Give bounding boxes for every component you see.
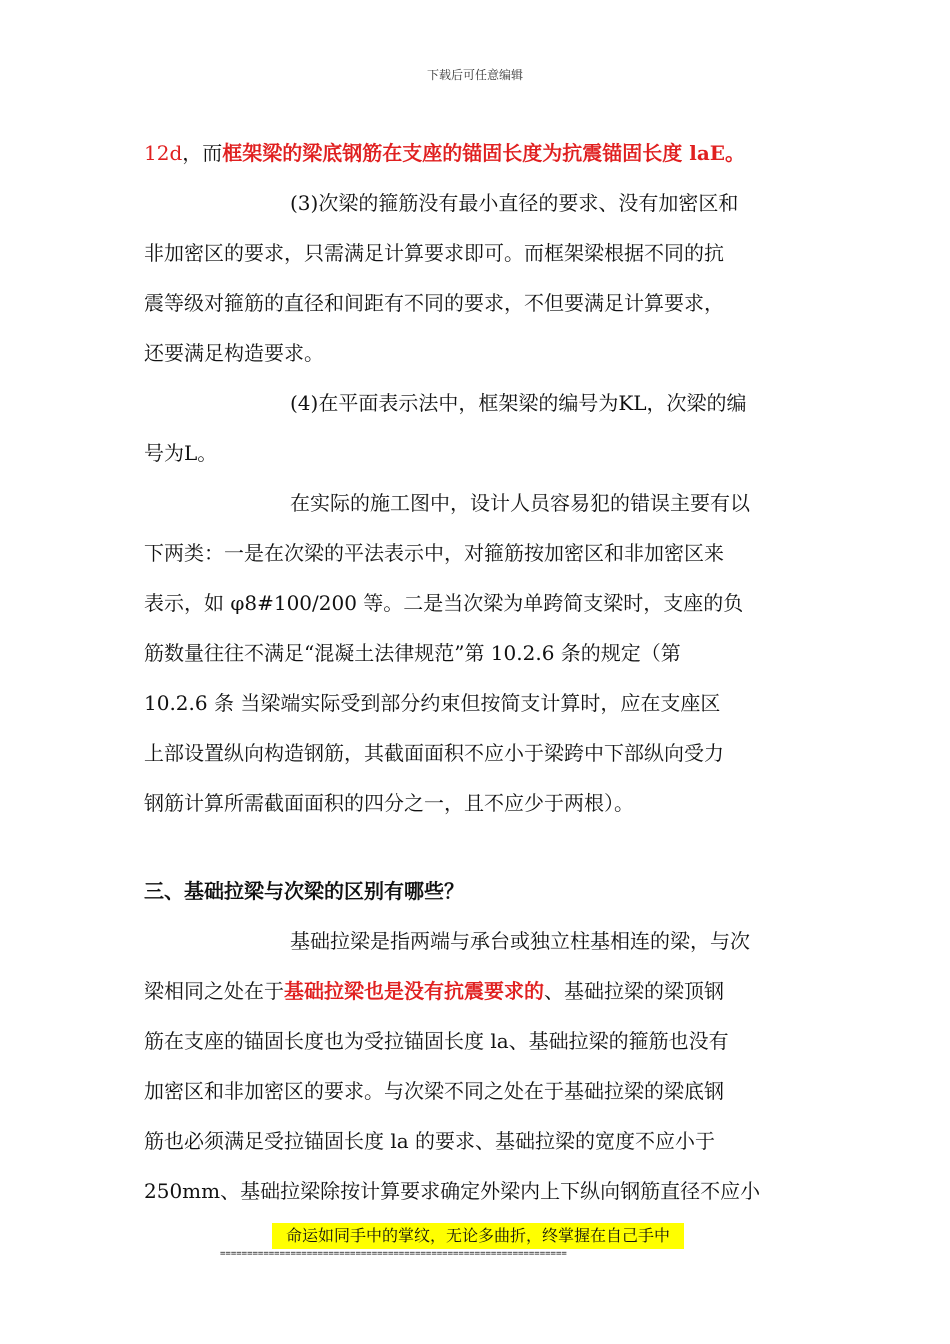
paragraph-line: 钢筋计算所需截面面积的四分之一，且不应少于两根）。 <box>144 791 634 815</box>
paragraph-line: 表示，如 φ8#100/200 等。二是当次梁为单跨简支梁时，支座的负 <box>144 591 744 615</box>
paragraph-line: 下两类：一是在次梁的平法表示中，对箍筋按加密区和非加密区来 <box>144 541 724 565</box>
highlighted-statement: 基础拉梁也是没有抗震要求的 <box>284 979 544 1003</box>
paragraph-line: 筋也必须满足受拉锚固长度 la 的要求、基础拉梁的宽度不应小于 <box>144 1129 716 1153</box>
paragraph-line <box>144 966 810 1016</box>
paragraph-line: 10.2.6 条 当梁端实际受到部分约束但按简支计算时，应在支座区 <box>144 691 721 715</box>
paragraph-line: 在实际的施工图中，设计人员容易犯的错误主要有以 <box>290 491 750 515</box>
document-body <box>144 128 810 1216</box>
connector-text: ，而 <box>182 141 223 165</box>
highlighted-statement: 框架梁的梁底钢筋在支座的锚固长度为抗震锚固长度 laE。 <box>222 141 746 165</box>
paragraph-line: (4)在平面表示法中，框架梁的编号为KL，次梁的编 <box>290 391 747 415</box>
anchor-length-value: 12d <box>144 141 183 165</box>
paragraph-line: 250mm、基础拉梁除按计算要求确定外梁内上下纵向钢筋直径不应小 <box>144 1179 761 1203</box>
footer-divider: ================================================================ <box>220 1249 567 1259</box>
paragraph-line: (3)次梁的箍筋没有最小直径的要求、没有加密区和 <box>290 191 739 215</box>
paragraph-line: 筋在支座的锚固长度也为受拉锚固长度 la、基础拉梁的箍筋也没有 <box>144 1029 729 1053</box>
paragraph-line <box>144 128 810 178</box>
paragraph-line: 基础拉梁是指两端与承台或独立柱基相连的梁，与次 <box>290 929 750 953</box>
header-note: 下载后可任意编辑 <box>426 68 523 82</box>
paragraph-line: 筋数量往往不满足“混凝土法律规范”第 10.2.6 条的规定（第 <box>144 641 681 665</box>
paragraph-line: 震等级对箍筋的直径和间距有不同的要求，不但要满足计算要求， <box>144 291 724 315</box>
paragraph-line: 加密区和非加密区的要求。与次梁不同之处在于基础拉梁的梁底钢 <box>144 1079 724 1103</box>
text-segment: 梁相同之处在于 <box>144 979 284 1003</box>
text-segment: 、基础拉梁的梁顶钢 <box>544 979 724 1003</box>
footer-banner: 命运如同手中的掌纹，无论多曲折，终掌握在自己手中 <box>272 1223 684 1249</box>
paragraph-line: 号为L。 <box>144 441 218 465</box>
section-heading: 三、基础拉梁与次梁的区别有哪些？ <box>144 879 464 903</box>
section-spacer <box>144 828 810 866</box>
paragraph-line: 还要满足构造要求。 <box>144 341 324 365</box>
paragraph-line: 非加密区的要求，只需满足计算要求即可。而框架梁根据不同的抗 <box>144 241 724 265</box>
paragraph-line: 上部设置纵向构造钢筋，其截面面积不应小于梁跨中下部纵向受力 <box>144 741 724 765</box>
